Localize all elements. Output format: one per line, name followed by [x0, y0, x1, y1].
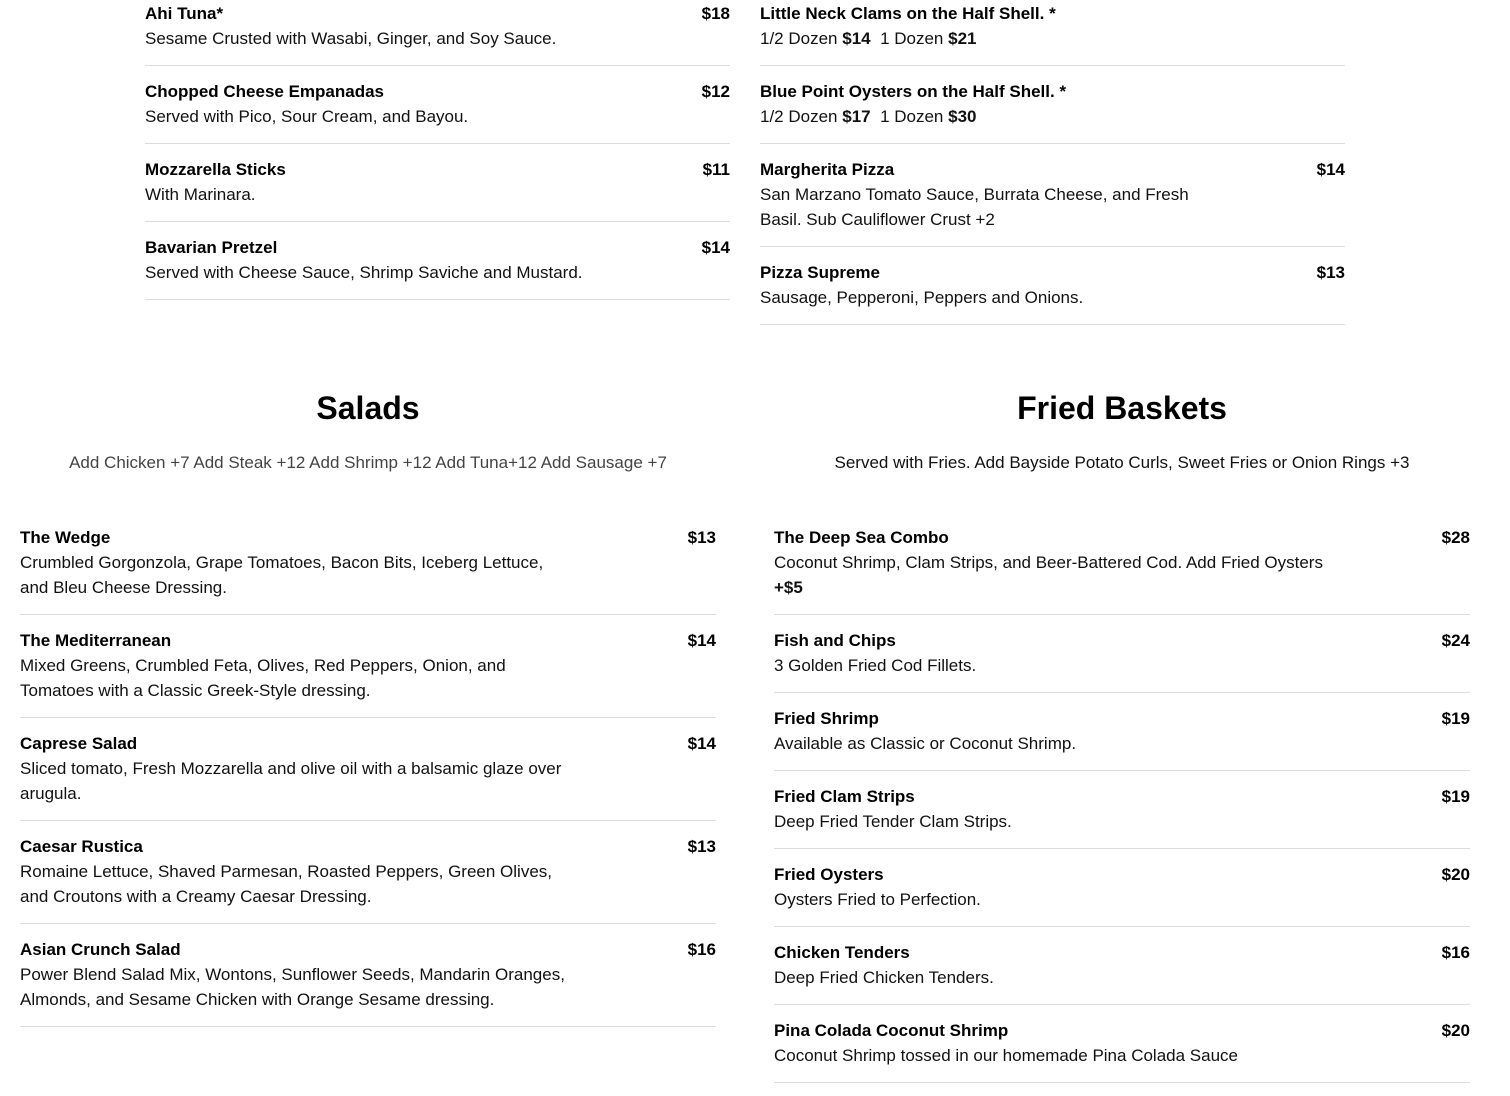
half-dozen-price: $17	[842, 107, 871, 126]
salads-column	[20, 525, 716, 1040]
item-description: Crumbled Gorgonzola, Grape Tomatoes, Bacon Bits, Iceberg Lettuce, and Bleu Cheese Dressing.	[20, 553, 544, 597]
item-description: Coconut Shrimp tossed in our homemade Pina Colada Sauce	[774, 1046, 1238, 1065]
item-description: Deep Fried Chicken Tenders.	[774, 968, 994, 987]
item-name: Little Neck Clams on the Half Shell. *	[760, 4, 1056, 23]
menu-item	[774, 1018, 1470, 1083]
item-name: Margherita Pizza	[760, 160, 895, 179]
item-price: $24	[1441, 631, 1470, 650]
fried-baskets-column	[774, 525, 1470, 1096]
item-name: Pizza Supreme	[760, 263, 880, 282]
item-price: $11	[702, 160, 730, 179]
appetizers-left-column	[145, 0, 730, 313]
item-description: Served with Pico, Sour Cream, and Bayou.	[145, 107, 469, 126]
menu-item	[774, 706, 1470, 771]
item-description: 3 Golden Fried Cod Fillets.	[774, 656, 977, 675]
menu-item	[20, 525, 716, 615]
item-price: $28	[1441, 528, 1470, 547]
dozen-price: $30	[948, 107, 977, 126]
item-price: $19	[1441, 709, 1470, 728]
item-price: $20	[1441, 1021, 1470, 1040]
item-name: Mozzarella Sticks	[145, 160, 286, 179]
item-price: $14	[687, 631, 716, 650]
item-description: Power Blend Salad Mix, Wontons, Sunflower Seeds, Mandarin Oranges, Almonds, and Sesame Chicken with Orange Sesame dressing.	[20, 965, 565, 1009]
item-description: With Marinara.	[145, 185, 256, 204]
item-name: Fish and Chips	[774, 631, 896, 650]
item-description: Available as Classic or Coconut Shrimp.	[774, 734, 1077, 753]
item-price: $13	[687, 837, 716, 856]
dozen-price: $21	[948, 29, 977, 48]
item-description: Oysters Fried to Perfection.	[774, 890, 981, 909]
item-price: $18	[701, 4, 730, 23]
item-name: The Deep Sea Combo	[774, 528, 949, 547]
menu-item	[20, 628, 716, 718]
salads-subtitle: Add Chicken +7 Add Steak +12 Add Shrimp +12 Add Tuna+12 Add Sausage +7	[69, 453, 667, 472]
menu-item	[145, 1, 730, 66]
menu-item	[145, 79, 730, 144]
item-name: Ahi Tuna*	[145, 4, 224, 23]
menu-item	[774, 628, 1470, 693]
item-name: Chicken Tenders	[774, 943, 910, 962]
combo-description-text: Coconut Shrimp, Clam Strips, and Beer-Battered Cod. Add Fried Oysters	[774, 553, 1323, 572]
item-description: Deep Fried Tender Clam Strips.	[774, 812, 1012, 831]
item-price: $14	[1316, 160, 1345, 179]
appetizers-right-column	[760, 0, 1345, 338]
menu-item	[20, 731, 716, 821]
half-dozen-price: $14	[842, 29, 871, 48]
item-price: $13	[687, 528, 716, 547]
menu-item	[760, 79, 1345, 144]
fried-baskets-title: Fried Baskets	[1017, 390, 1227, 426]
item-name: Caprese Salad	[20, 734, 138, 753]
item-name: Fried Shrimp	[774, 709, 879, 728]
item-name: The Mediterranean	[20, 631, 172, 650]
dozen-label: 1 Dozen	[880, 107, 944, 126]
item-price: $16	[1441, 943, 1470, 962]
menu-item	[760, 260, 1345, 325]
item-description: Sesame Crusted with Wasabi, Ginger, and Soy Sauce.	[145, 29, 557, 48]
item-name: Blue Point Oysters on the Half Shell. *	[760, 82, 1067, 101]
item-description: Sausage, Pepperoni, Peppers and Onions.	[760, 288, 1084, 307]
item-description: San Marzano Tomato Sauce, Burrata Cheese, and Fresh Basil. Sub Cauliflower Crust +2	[760, 185, 1189, 229]
menu-item	[774, 862, 1470, 927]
item-price: $14	[687, 734, 716, 753]
menu-item	[20, 937, 716, 1027]
menu-item	[774, 525, 1470, 615]
item-price: $14	[701, 238, 730, 257]
item-name: Bavarian Pretzel	[145, 238, 278, 257]
item-name: Asian Crunch Salad	[20, 940, 181, 959]
item-name: Fried Clam Strips	[774, 787, 915, 806]
item-name: Chopped Cheese Empanadas	[145, 82, 385, 101]
item-description	[760, 26, 1210, 51]
menu-item	[145, 157, 730, 222]
item-price: $12	[701, 82, 730, 101]
menu-item	[760, 1, 1345, 66]
item-description	[774, 550, 1324, 600]
fried-baskets-subtitle: Served with Fries. Add Bayside Potato Curls, Sweet Fries or Onion Rings +3	[834, 453, 1410, 472]
menu-item	[774, 784, 1470, 849]
salads-title: Salads	[316, 390, 420, 426]
menu-item	[774, 940, 1470, 1005]
item-price: $16	[687, 940, 716, 959]
dozen-label: 1 Dozen	[880, 29, 944, 48]
item-price: $20	[1441, 865, 1470, 884]
item-price: $19	[1441, 787, 1470, 806]
combo-extra-price: +$5	[774, 578, 803, 597]
item-description: Romaine Lettuce, Shaved Parmesan, Roasted Peppers, Green Olives, and Croutons with a Creamy Caesar Dressing.	[20, 862, 553, 906]
item-price: $13	[1316, 263, 1345, 282]
menu-item	[760, 157, 1345, 247]
item-name: The Wedge	[20, 528, 111, 547]
item-description: Mixed Greens, Crumbled Feta, Olives, Red Peppers, Onion, and Tomatoes with a Classic Greek-Style dressing.	[20, 656, 506, 700]
menu-item	[20, 834, 716, 924]
half-dozen-label: 1/2 Dozen	[760, 107, 838, 126]
menu-item	[145, 235, 730, 300]
half-dozen-label: 1/2 Dozen	[760, 29, 838, 48]
item-description	[760, 104, 1210, 129]
item-description: Sliced tomato, Fresh Mozzarella and olive oil with a balsamic glaze over arugula.	[20, 759, 562, 803]
item-name: Fried Oysters	[774, 865, 884, 884]
item-name: Pina Colada Coconut Shrimp	[774, 1021, 1009, 1040]
item-name: Caesar Rustica	[20, 837, 143, 856]
item-description: Served with Cheese Sauce, Shrimp Saviche and Mustard.	[145, 263, 583, 282]
